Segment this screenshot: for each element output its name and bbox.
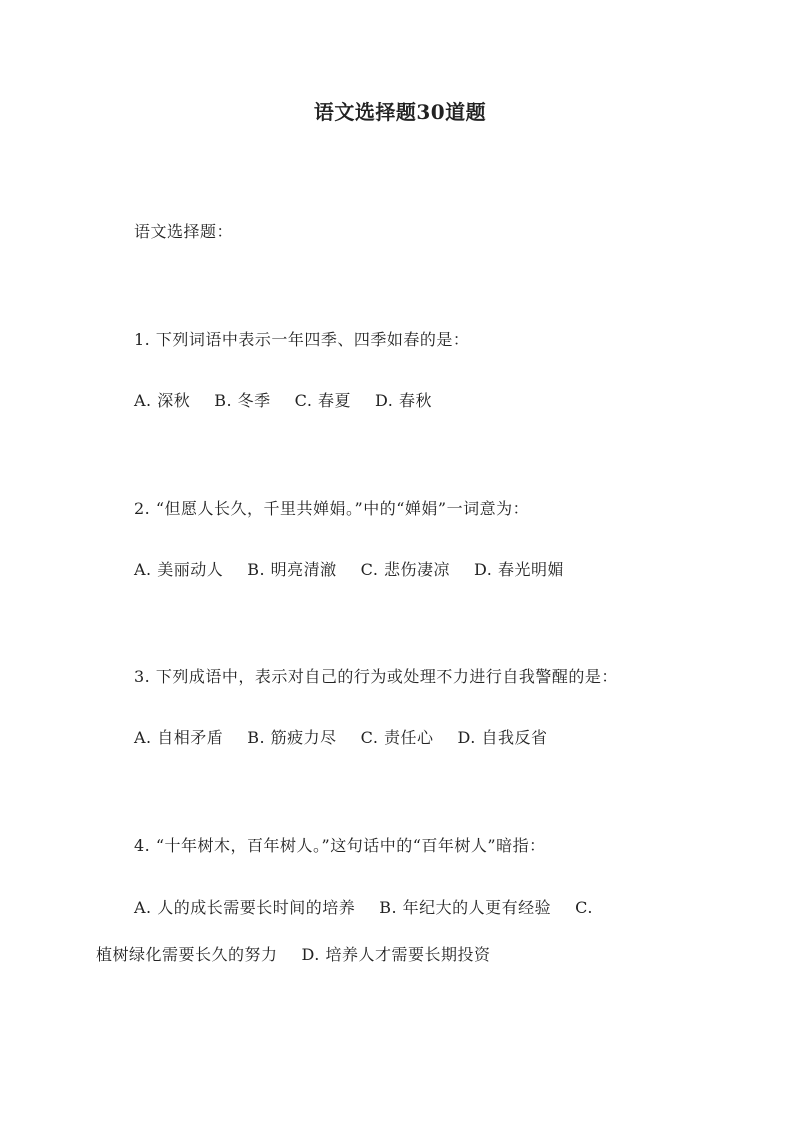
document-title: 语文选择题30道题 (313, 100, 487, 124)
section-intro: 语文选择题： (134, 222, 234, 241)
question-text: 下列成语中，表示对自己的行为或处理不力进行自我警醒的是： (155, 667, 618, 686)
question-1 (134, 327, 469, 350)
option-b: B. 明亮清澈 (247, 560, 337, 579)
question-2 (134, 496, 529, 519)
question-text: 下列词语中表示一年四季、四季如春的是： (155, 330, 470, 349)
question-number: 3. (134, 667, 151, 686)
option-d: D. 春秋 (375, 391, 432, 410)
option-a: A. 自相矛盾 (134, 728, 224, 747)
option-a: A. 美丽动人 (134, 560, 224, 579)
question-text: “十年树木，百年树人。”这句话中的“百年树人”暗指： (155, 836, 546, 855)
question-number: 2. (134, 499, 151, 518)
option-b: B. 年纪大的人更有经验 (379, 898, 552, 917)
option-d: D. 春光明媚 (474, 560, 564, 579)
question-4-options-line-1 (134, 895, 593, 918)
option-b: B. 筋疲力尽 (247, 728, 337, 747)
option-c-text: 植树绿化需要长久的努力 (96, 945, 278, 964)
question-number: 4. (134, 836, 151, 855)
option-b: B. 冬季 (214, 391, 271, 410)
option-a: A. 深秋 (134, 391, 191, 410)
option-d: D. 自我反省 (457, 728, 548, 747)
question-3 (134, 664, 618, 687)
option-c-label: C. (575, 898, 593, 917)
option-c: C. 责任心 (360, 728, 434, 747)
question-3-options (134, 725, 547, 748)
option-a: A. 人的成长需要长时间的培养 (134, 898, 356, 917)
option-c: C. 春夏 (294, 391, 352, 410)
option-c: C. 悲伤凄凉 (360, 560, 451, 579)
option-d: D. 培养人才需要长期投资 (301, 945, 491, 964)
question-text: “但愿人长久，千里共婵娟。”中的“婵娟”一词意为： (155, 499, 530, 518)
question-4-options-line-2 (96, 942, 490, 965)
question-4 (134, 833, 546, 856)
question-1-options (134, 388, 432, 411)
question-2-options (134, 557, 564, 580)
question-number: 1. (134, 330, 151, 349)
